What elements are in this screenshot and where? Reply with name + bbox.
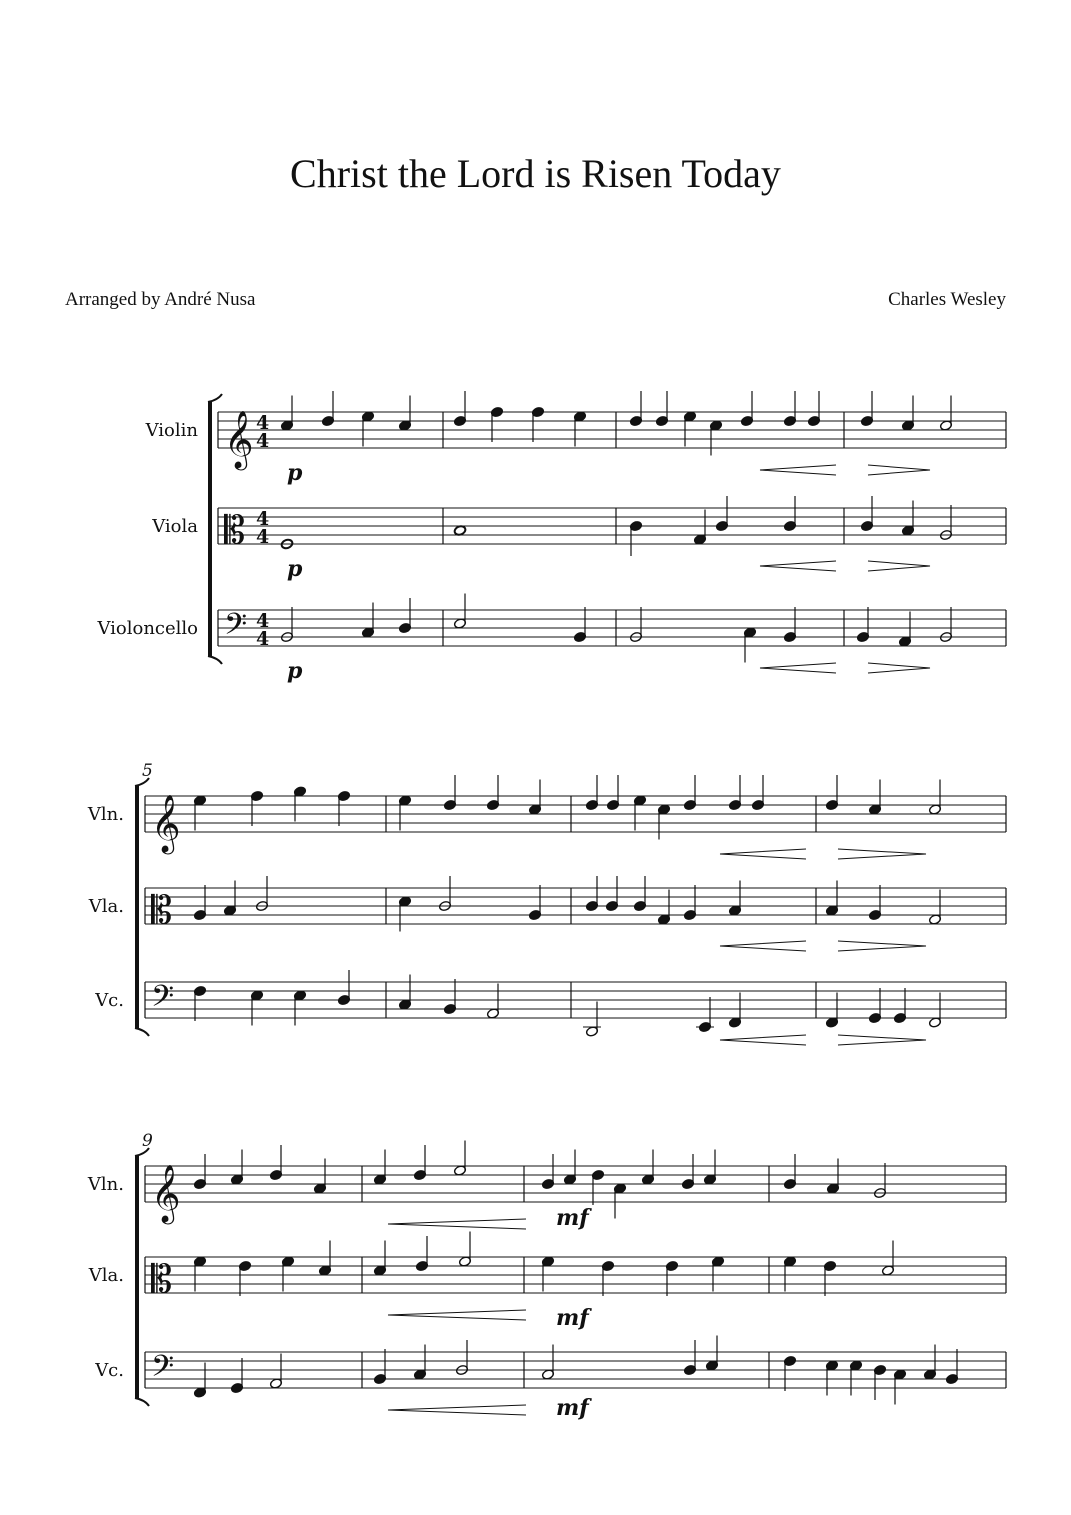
measure-number: 5: [142, 761, 153, 781]
treble-clef: 𝄞: [224, 410, 254, 468]
dynamic-marking: p: [287, 556, 303, 582]
treble-clef: 𝄞: [151, 1164, 181, 1222]
crescendo-hairpin: [720, 941, 806, 951]
crescendo-hairpin: [760, 465, 836, 475]
time-signature-denominator: 4: [256, 430, 270, 452]
bracket-bottom-curl: [208, 656, 222, 664]
decrescendo-hairpin: [868, 561, 930, 571]
crescendo-hairpin: [760, 663, 836, 673]
time-signature-denominator: 4: [256, 526, 270, 548]
bass-clef: 𝄢: [151, 980, 175, 1021]
system-bracket: [135, 786, 139, 1028]
system-bracket: [208, 402, 212, 656]
alto-clef: 𝄡: [151, 888, 173, 932]
system-bracket: [135, 1156, 139, 1398]
page-title: Christ the Lord is Risen Today: [290, 151, 781, 196]
crescendo-hairpin: [720, 849, 806, 859]
system-1: [96, 391, 1006, 684]
crescendo-hairpin: [760, 561, 836, 571]
instrument-label: Violin: [145, 420, 198, 441]
crescendo-hairpin: [388, 1219, 526, 1229]
instrument-label: Vc.: [95, 1360, 124, 1381]
note-head: [453, 525, 466, 536]
time-signature-numerator: 4: [256, 508, 270, 530]
instrument-label: Vla.: [88, 896, 124, 917]
crescendo-hairpin: [388, 1310, 526, 1320]
bass-clef: 𝄢: [224, 608, 248, 649]
instrument-label: Viola: [152, 516, 198, 537]
system-3: [87, 1131, 1006, 1421]
decrescendo-hairpin: [868, 465, 930, 475]
treble-clef: 𝄞: [151, 794, 181, 852]
instrument-label: Vc.: [95, 990, 124, 1011]
bracket-top-curl: [208, 394, 222, 402]
composer-credit: Charles Wesley: [888, 289, 1006, 310]
bass-clef: 𝄢: [151, 1350, 175, 1391]
time-signature-denominator: 4: [256, 628, 270, 650]
arranger-credit: Arranged by André Nusa: [65, 289, 256, 310]
decrescendo-hairpin: [838, 849, 926, 859]
crescendo-hairpin: [720, 1035, 806, 1045]
system-2: [87, 761, 1006, 1045]
alto-clef: 𝄡: [151, 1257, 173, 1301]
alto-clef: 𝄡: [224, 508, 246, 552]
dynamic-marking: mf: [556, 1395, 589, 1421]
decrescendo-hairpin: [838, 1035, 926, 1045]
instrument-label: Vln.: [87, 804, 124, 825]
crescendo-hairpin: [388, 1405, 526, 1415]
dynamic-marking: p: [287, 460, 303, 486]
time-signature-numerator: 4: [256, 610, 270, 632]
instrument-label: Vln.: [87, 1174, 124, 1195]
dynamic-marking: p: [287, 658, 303, 684]
dynamic-marking: mf: [556, 1305, 589, 1331]
instrument-label: Vla.: [88, 1265, 124, 1286]
bracket-bottom-curl: [135, 1028, 149, 1036]
dynamic-marking: mf: [556, 1205, 589, 1231]
measure-number: 9: [142, 1131, 153, 1151]
decrescendo-hairpin: [868, 663, 930, 673]
bracket-bottom-curl: [135, 1398, 149, 1406]
decrescendo-hairpin: [838, 941, 926, 951]
instrument-label: Violoncello: [97, 618, 198, 639]
time-signature-numerator: 4: [256, 412, 270, 434]
